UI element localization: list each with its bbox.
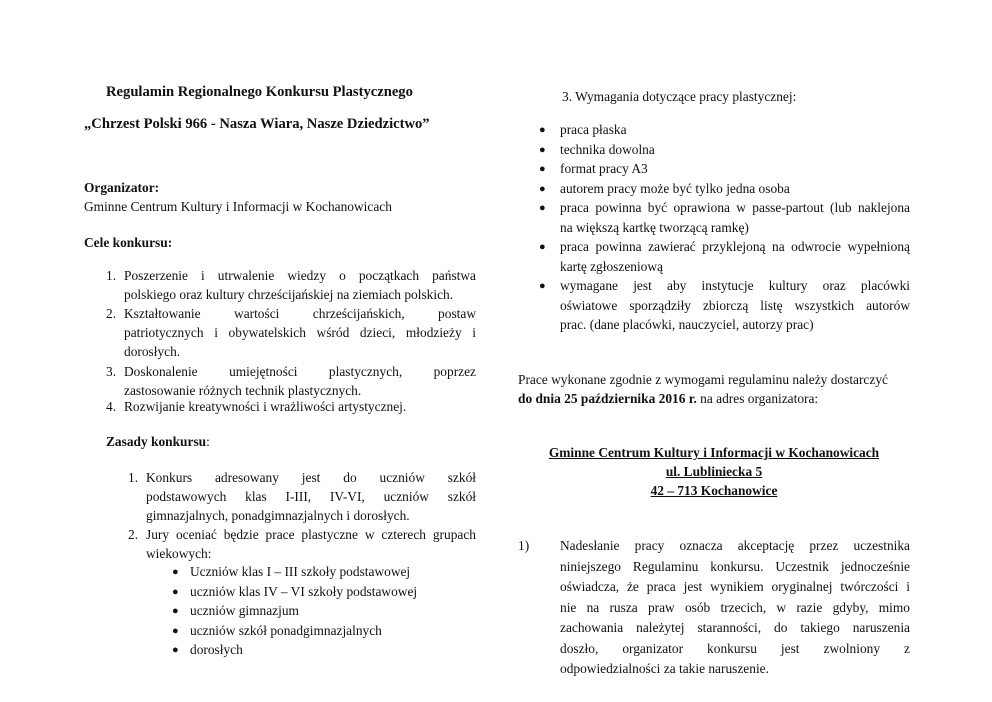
delivery-text: Prace wykonane zgodnie z wymogami regulaminu należy dostarczyć (518, 372, 888, 387)
bullet-icon: ● (172, 624, 179, 637)
rule-number: 2. (128, 527, 139, 542)
requirement-item-line: technika dowolna (560, 141, 655, 157)
requirement-item-line: format pracy A3 (560, 161, 648, 176)
goal-number: 4. (106, 399, 117, 414)
rule-item-line: wiekowych: (146, 546, 212, 561)
goal-number: 2. (106, 306, 117, 321)
goal-item-line: patriotycznych i obywatelskich wśród dzieci, młodzieży i (124, 325, 476, 340)
bullet-icon: ● (539, 280, 546, 292)
organizer-name: Gminne Centrum Kultury i Informacji w Kochanowicach (84, 199, 392, 214)
rules-heading: Zasady konkursu: (106, 434, 210, 449)
consent-line: oświadcza, że praca jest wynikiem oryginalnej twórczości i (560, 579, 910, 594)
goal-item-line: zastosowanie różnych technik plastycznych. (124, 383, 362, 398)
consent-line: zachowania należytej staranności, do takiego naruszenia (560, 620, 910, 635)
organizer-heading: Organizator: (84, 180, 160, 195)
bullet-icon: ● (539, 182, 546, 195)
requirement-item-line: na większą kartkę tworzącą ramkę) (560, 219, 749, 235)
age-group-item: uczniów szkół ponadgimnazjalnych (190, 622, 382, 638)
consent-number: 1) (518, 538, 530, 553)
requirement-item-line: praca powinna być oprawiona w passe-partout (lub naklejona (560, 200, 910, 215)
address-postal: 42 – 713 Kochanowice (650, 483, 778, 498)
requirement-item-line: prac. (dane placówki, nauczyciel, autorzy prac) (560, 317, 814, 332)
deadline-date: do dnia 25 października 2016 r. (518, 391, 697, 406)
goal-item-line: Rozwijanie kreatywności i wrażliwości artystycznej. (124, 399, 407, 414)
requirement-item-line: praca płaska (560, 122, 627, 137)
bullet-icon: ● (539, 143, 546, 156)
goal-number: 3. (106, 364, 117, 379)
rule-number: 1. (128, 470, 139, 485)
requirement-item-line: wymagane jest aby instytucje kultury oraz placówki (560, 278, 910, 293)
goal-item-line: dorosłych. (124, 344, 181, 359)
bullet-icon: ● (172, 605, 179, 617)
rule-item-line: Jury oceniać będzie prace plastyczne w czterech grupach (146, 527, 476, 542)
bullet-icon: ● (172, 644, 179, 656)
age-group-item: Uczniów klas I – III szkoły podstawowej (190, 564, 411, 579)
address-name: Gminne Centrum Kultury i Informacji w Kochanowicach (548, 445, 880, 460)
consent-line: doszło, organizator konkursu jest zwolniony z (560, 640, 910, 656)
goal-item-line: Poszerzenie i utrwalenie wiedzy o początkach państwa (124, 268, 476, 283)
bullet-icon: ● (172, 566, 179, 578)
age-group-item: dorosłych (190, 642, 243, 657)
requirement-item-line: praca powinna zawierać przyklejoną na odwrocie wypełnioną (560, 239, 910, 254)
requirement-item-line: oświatowe sporządziły zbiorczą listę wszystkich autorów (560, 297, 910, 313)
bullet-icon: ● (539, 202, 546, 214)
goal-item-line: Kształtowanie wartości chrześcijańskich, postaw (124, 306, 476, 321)
consent-line: odpowiedzialności za takie naruszenie. (560, 661, 769, 676)
goals-heading: Cele konkursu: (84, 235, 173, 250)
consent-line: Nadesłanie pracy oznacza akceptację przez uczestnika (560, 538, 910, 553)
consent-line: nie na rusza praw osób trzecich, w razie gdyby, mimo (560, 599, 910, 615)
bullet-icon: ● (539, 163, 546, 175)
goal-item-line: polskiego oraz kultury chrześcijańskiej na ziemiach polskich. (124, 287, 454, 302)
requirement-item-line: kartę zgłoszeniową (560, 258, 663, 274)
bullet-icon: ● (172, 585, 179, 598)
delivery-deadline: do dnia 25 października 2016 r. na adres organizatora: (518, 391, 819, 406)
bullet-icon: ● (539, 124, 546, 136)
consent-line: niniejszego Regulaminu konkursu. Uczestnik jednocześnie (560, 558, 910, 574)
rule-item-line: podstawowych klas I-III, IV-VI, uczniów szkół (146, 489, 476, 504)
address-street: ul. Lubliniecka 5 (665, 464, 763, 479)
document-title-line1: Regulamin Regionalnego Konkursu Plastycznego (106, 84, 413, 100)
goal-item-line: Doskonalenie umiejętności plastycznych, poprzez (124, 364, 476, 379)
rule-item-line: gimnazjalnych, ponadgimnazjalnych i dorosłych. (146, 508, 410, 523)
age-group-item: uczniów gimnazjum (190, 603, 299, 618)
requirements-heading: 3. Wymagania dotyczące pracy plastycznej: (562, 89, 797, 104)
goal-number: 1. (106, 268, 117, 283)
rule-item-line: Konkurs adresowany jest do uczniów szkół (146, 470, 476, 485)
requirement-item-line: autorem pracy może być tylko jedna osoba (560, 180, 790, 196)
age-group-item: uczniów klas IV – VI szkoły podstawowej (190, 583, 418, 599)
bullet-icon: ● (539, 241, 546, 253)
document-title-line2: „Chrzest Polski 966 - Nasza Wiara, Nasze Dziedzictwo” (84, 116, 430, 132)
